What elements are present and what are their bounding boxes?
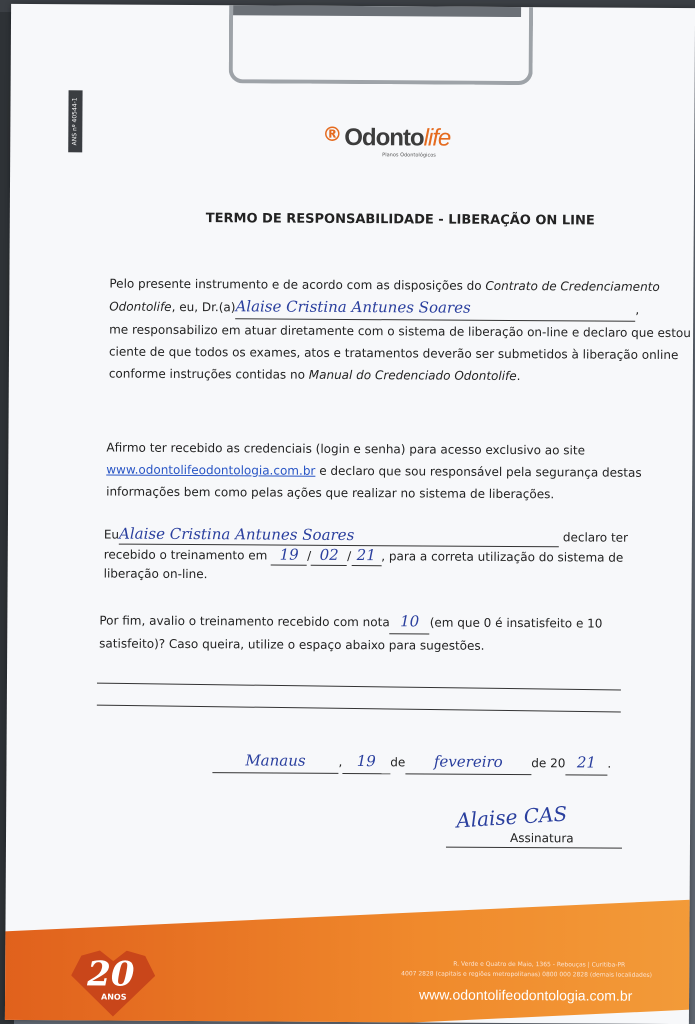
date-month-field: fevereiro [405, 750, 531, 775]
paragraph-4 [99, 608, 639, 657]
document-page [5, 4, 695, 1024]
p2-line-2: www.odontolifeodontologia.com.br e declaro que sou responsável pela segurança destas [106, 462, 642, 480]
p2-line-3: informações bem como pelas ações que realizar no sistema de liberações. [106, 484, 555, 502]
footer-phones: 4007 2828 (capitais e regiões metropolitanas) 0800 000 2828 (demais localidades) [401, 970, 653, 979]
anniversary-text: ANOS [101, 992, 127, 1002]
signature-line [446, 847, 622, 849]
score-field: 10 [390, 610, 430, 634]
p3-line-1: EuAlaise Cristina Antunes Soares declaro ter [104, 524, 644, 547]
document-title: TERMO DE RESPONSABILIDADE - LIBERAÇÃO ON LINE [205, 211, 595, 229]
p2-line-1: Afirmo ter recebido as credenciais (login e senha) para acesso exclusivo ao site [106, 440, 586, 458]
anniversary-number: 20 [87, 954, 135, 995]
logo-subtitle: Planos Odontológicos [382, 152, 436, 159]
date-line: Manaus , 19 de fevereiro de 20 21 . [212, 749, 652, 776]
logo-text [344, 124, 450, 153]
training-month-field: 02 [311, 546, 347, 566]
signature-label: Assinatura [509, 830, 574, 846]
p4-line-1: Por fim, avalio o treinamento recebido com nota 10 (em que 0 é insatisfeito e 10 [99, 608, 639, 635]
logo-brand-accent: life [423, 124, 451, 152]
training-day-field: 19 [271, 546, 307, 566]
ans-tag: ANS nº 40544-1 [68, 90, 82, 152]
suggestion-line-2 [97, 705, 621, 713]
date-year-field: 21 [565, 751, 607, 775]
p1-line-2: Odontolife, eu, Dr.(a)Alaise Cristina Antunes Soares , [109, 295, 649, 322]
city-field: Manaus [212, 749, 338, 774]
paragraph-1 [108, 273, 691, 388]
p1-line-3: me responsabilizo em atuar diretamente com o sistema de liberação on-line e declaro que estou [109, 322, 691, 341]
signature-scribble: Alaise CAS [455, 801, 568, 833]
p1-line-5: conforme instruções contidas no Manual do Credenciado Odontolife. [108, 366, 521, 384]
footer-url[interactable]: www.odontolifeodontologia.com.br [419, 986, 633, 1004]
date-day-field: 19 [342, 750, 390, 774]
p1-line-1: Pelo presente instrumento e de acordo com as disposições do Contrato de Credenciamento [109, 276, 660, 294]
paragraph-2 [106, 437, 646, 506]
p3-line-3: liberação on-line. [103, 566, 208, 582]
p3-line-2: recebido o treinamento em 19 / 02 / 21 , para a correta utilização do sistema de [103, 545, 624, 565]
p4-line-2: satisfeito)? Caso queira, utilize o espaço abaixo para sugestões. [99, 636, 485, 653]
paragraph-3 [104, 524, 644, 585]
metal-clip [229, 5, 533, 85]
website-link[interactable]: www.odontolifeodontologia.com.br [106, 462, 316, 478]
logo-mark-icon: ® [322, 121, 343, 146]
trainee-name-field: Alaise Cristina Antunes Soares [119, 525, 559, 548]
suggestion-line-1 [97, 683, 621, 691]
training-year-field: 21 [351, 546, 381, 566]
dentist-name-field: Alaise Cristina Antunes Soares [235, 295, 635, 321]
footer-address: R. Verde e Quatro de Maio, 1365 - Rebouças | Curitiba-PR [453, 960, 626, 969]
logo-brand-main: Odonto [344, 123, 424, 152]
p1-line-4: ciente de que todos os exames, atos e tratamentos deverão ser submetidos à liberação online [108, 344, 679, 363]
